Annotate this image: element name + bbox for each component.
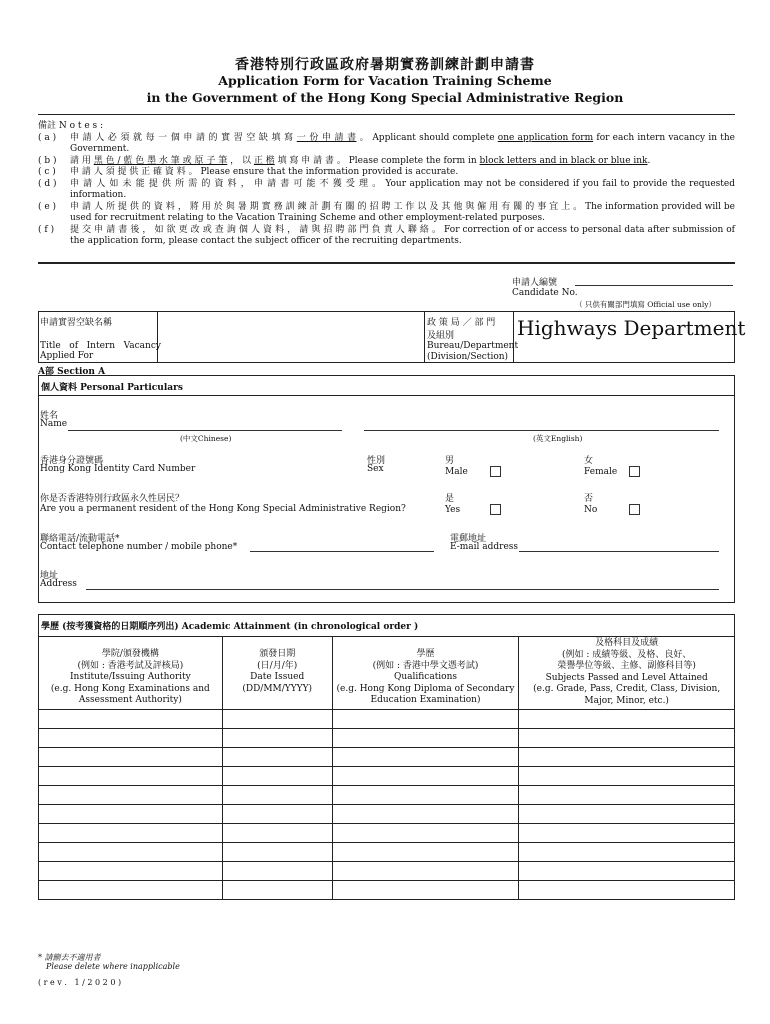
- note-f: ( f ) 提 交 申 請 書 後 ， 如 欲 更 改 或 查 詢 個 人 資 料 ， 請 與 招 聘 部 門 負 責 人 聯 絡 。 For correction of or access to personal data after submission of the application form, please contact the subject officer of the recruiting departments.: [38, 224, 735, 246]
- top-divider: [38, 114, 735, 115]
- no-label-zh: 否: [584, 494, 594, 504]
- name-english-field[interactable]: [364, 430, 719, 431]
- email-field[interactable]: [519, 551, 719, 552]
- candidate-label-en: Candidate No.: [512, 288, 578, 298]
- academic-heading: 學歷 (按考獲資格的日期順序列出) Academic Attainment (in chronological order ): [41, 622, 419, 632]
- vacancy-label-en1: Title of Intern Vacancy: [40, 341, 161, 351]
- academic-header-row: [39, 637, 735, 710]
- academic-table: [38, 636, 735, 900]
- col-qualifications: 學歷 (例如 : 香港中學文憑考試) Qualifications (e.g. Hong Kong Diploma of Secondary Education Examination): [332, 637, 519, 710]
- female-checkbox[interactable]: [629, 466, 640, 477]
- note-a: ( a ) 申 請 人 必 須 就 每 一 個 申 請 的 實 習 空 缺 填 寫 一 份 申 請 書 。 Applicant should complete one application form for each intern vacancy in the Government.: [38, 132, 735, 154]
- notes-divider: [38, 262, 735, 264]
- table-row: [39, 805, 735, 824]
- personal-particulars-heading: 個人資料 Personal Particulars: [41, 383, 183, 393]
- col-institute: 學院/頒發機構 (例如 : 香港考試及評核局) Institute/Issuing Authority (e.g. Hong Kong Examinations and Assessment Authority): [39, 637, 223, 710]
- name-chinese-field[interactable]: [68, 430, 342, 431]
- phone-field[interactable]: [250, 551, 434, 552]
- hkid-label-en: Hong Kong Identity Card Number: [40, 464, 196, 474]
- name-label-en: Name: [40, 419, 68, 429]
- no-label-en: No: [584, 505, 598, 515]
- name-english-hint: (英文English): [533, 434, 583, 443]
- table-row: [39, 862, 735, 881]
- department-name[interactable]: Highways Department: [517, 316, 746, 340]
- note-c: ( c ) 申 請 人 須 提 供 正 確 資 料 。 Please ensure that the information provided is accurate.: [38, 167, 459, 177]
- revision-label: ( r e v . 1 / 2 0 2 0 ): [38, 978, 122, 987]
- footnote-zh: * 請刪去不適用者: [38, 953, 101, 962]
- name-label-zh: 姓名: [40, 411, 59, 421]
- table-row: [39, 710, 735, 729]
- sex-label-zh: 性別: [367, 456, 386, 466]
- table-row: [39, 843, 735, 862]
- pr-question-en: Are you a permanent resident of the Hong Kong Special Administrative Region?: [40, 504, 406, 514]
- table-row: [39, 748, 735, 767]
- male-label-zh: 男: [445, 456, 455, 466]
- phone-label-zh: 聯絡電話/流動電話*: [40, 534, 120, 544]
- male-label-en: Male: [445, 467, 468, 477]
- address-field[interactable]: [86, 589, 719, 590]
- candidate-number-field[interactable]: [575, 285, 733, 286]
- address-label-zh: 地址: [40, 571, 59, 581]
- male-checkbox[interactable]: [490, 466, 501, 477]
- name-chinese-hint: (中文Chinese): [180, 434, 232, 443]
- table-row: [39, 881, 735, 900]
- female-label-en: Female: [584, 467, 618, 477]
- bureau-label-zh2: 及組別: [427, 331, 455, 341]
- hkid-label-zh: 香港身分證號碼: [40, 456, 104, 466]
- form-title-chinese: 香港特別行政區政府暑期實務訓練計劃申請書: [235, 57, 535, 73]
- vacancy-title-field[interactable]: [160, 313, 422, 361]
- notes-block: [38, 121, 735, 248]
- pr-no-checkbox[interactable]: [629, 504, 640, 515]
- col-date-issued: 頒發日期 (日/月/年) Date Issued (DD/MM/YYYY): [222, 637, 332, 710]
- candidate-label-zh: 申請人編號: [512, 278, 558, 288]
- sex-label-en: Sex: [367, 464, 384, 474]
- bureau-label-en1: Bureau/Department: [427, 341, 519, 351]
- note-e: ( e ) 申 請 人 所 提 供 的 資 料 ， 將 用 於 與 暑 期 實 務 訓 練 計 劃 有 關 的 招 聘 工 作 以 及 其 他 與 僱 用 有 關 的 事 宜 上 。 The information provided will be used for recruitment relating to the Vacation Training Scheme and other employment-related purposes.: [38, 201, 735, 223]
- email-label-zh: 電郵地址: [450, 534, 487, 544]
- vacancy-label-en2: Applied For: [40, 351, 94, 361]
- note-d: ( d ) 申 請 人 如 未 能 提 供 所 需 的 資 料 ， 申 請 書 可 能 不 獲 受 理 。 Your application may not be considered if you fail to provide the requested information.: [38, 178, 735, 200]
- bureau-label-en2: (Division/Section): [427, 352, 509, 362]
- col-subjects: 及格科目及成績 (例如 : 成績等級、及格、良好、 榮譽學位等級、主修、副修科目等) Subjects Passed and Level Attained (e.g. Grade, Pass, Credit, Class, Division, Major, Minor, etc.): [519, 637, 735, 710]
- official-use-note: （ 只供有關部門填寫 Official use only）: [575, 300, 716, 309]
- yes-label-zh: 是: [445, 494, 455, 504]
- bureau-label-zh: 政 策 局 ／ 部 門: [427, 318, 496, 328]
- pr-yes-checkbox[interactable]: [490, 504, 501, 515]
- notes-heading: 備註 N o t e s :: [38, 121, 104, 131]
- phone-label-en: Contact telephone number / mobile phone*: [40, 542, 238, 552]
- form-title-english: Application Form for Vacation Training Scheme: [218, 73, 552, 88]
- email-label-en: E-mail address: [450, 542, 519, 552]
- table-row: [39, 729, 735, 748]
- address-label-en: Address: [40, 579, 77, 589]
- form-subtitle-english: in the Government of the Hong Kong Special Administrative Region: [146, 90, 624, 105]
- table-row: [39, 767, 735, 786]
- table-row: [39, 786, 735, 805]
- vacancy-label-zh: 申請實習空缺名稱: [40, 318, 113, 328]
- note-b: ( b ) 請 用 黑 色 / 藍 色 墨 水 筆 或 原 子 筆 ， 以 正 楷 填 寫 申 請 書 。 Please complete the form in block letters and in black or blue ink.: [38, 155, 651, 166]
- female-label-zh: 女: [584, 456, 594, 466]
- footnote-en: Please delete where inapplicable: [46, 962, 180, 971]
- pr-question-zh: 你是否香港特別行政區永久性居民？: [40, 494, 185, 504]
- section-a-label: A部 Section A: [38, 367, 106, 377]
- personal-particulars-box: [38, 375, 735, 603]
- table-row: [39, 824, 735, 843]
- yes-label-en: Yes: [445, 505, 461, 515]
